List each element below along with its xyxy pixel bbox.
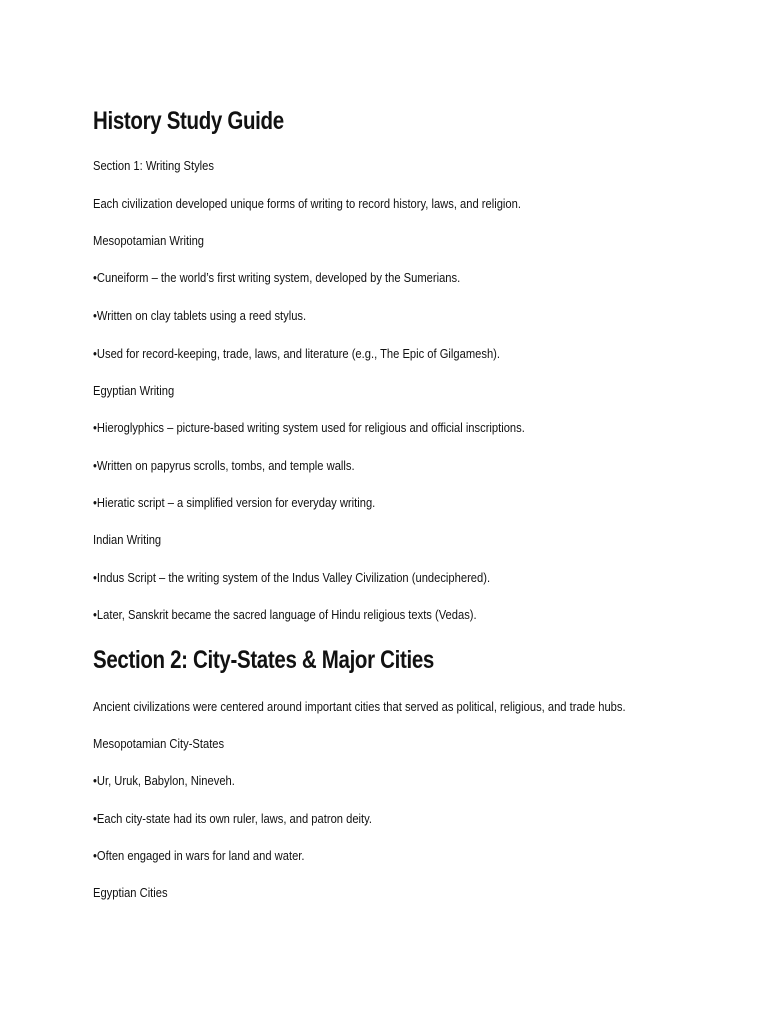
list-item: •Written on papyrus scrolls, tombs, and temple walls. bbox=[93, 458, 355, 473]
document-title: History Study Guide bbox=[93, 107, 284, 135]
list-item: •Hieratic script – a simplified version for everyday writing. bbox=[93, 495, 376, 510]
list-item: •Written on clay tablets using a reed stylus. bbox=[93, 308, 307, 323]
egyptian-cities-heading: Egyptian Cities bbox=[93, 885, 168, 900]
list-item: •Used for record-keeping, trade, laws, and literature (e.g., The Epic of Gilgamesh). bbox=[93, 346, 501, 361]
indian-writing-heading: Indian Writing bbox=[93, 532, 162, 547]
section1-intro: Each civilization developed unique forms of writing to record history, laws, and religion. bbox=[93, 196, 521, 211]
list-item: •Often engaged in wars for land and water. bbox=[93, 848, 305, 863]
list-item: •Indus Script – the writing system of the Indus Valley Civilization (undeciphered). bbox=[93, 570, 491, 585]
section2-heading: Section 2: City-States & Major Cities bbox=[93, 646, 435, 674]
section1-heading: Section 1: Writing Styles bbox=[93, 158, 214, 173]
list-item: •Cuneiform – the world’s first writing system, developed by the Sumerians. bbox=[93, 270, 461, 285]
list-item: •Later, Sanskrit became the sacred language of Hindu religious texts (Vedas). bbox=[93, 607, 477, 622]
list-item: •Ur, Uruk, Babylon, Nineveh. bbox=[93, 773, 235, 788]
section2-intro: Ancient civilizations were centered around important cities that served as political, religious, and trade hubs. bbox=[93, 699, 626, 714]
list-item: •Hieroglyphics – picture-based writing system used for religious and official inscriptions. bbox=[93, 420, 525, 435]
egyptian-writing-heading: Egyptian Writing bbox=[93, 383, 175, 398]
list-item: •Each city-state had its own ruler, laws, and patron deity. bbox=[93, 811, 373, 826]
mesopotamian-writing-heading: Mesopotamian Writing bbox=[93, 233, 205, 248]
mesopotamian-city-states-heading: Mesopotamian City-States bbox=[93, 736, 225, 751]
